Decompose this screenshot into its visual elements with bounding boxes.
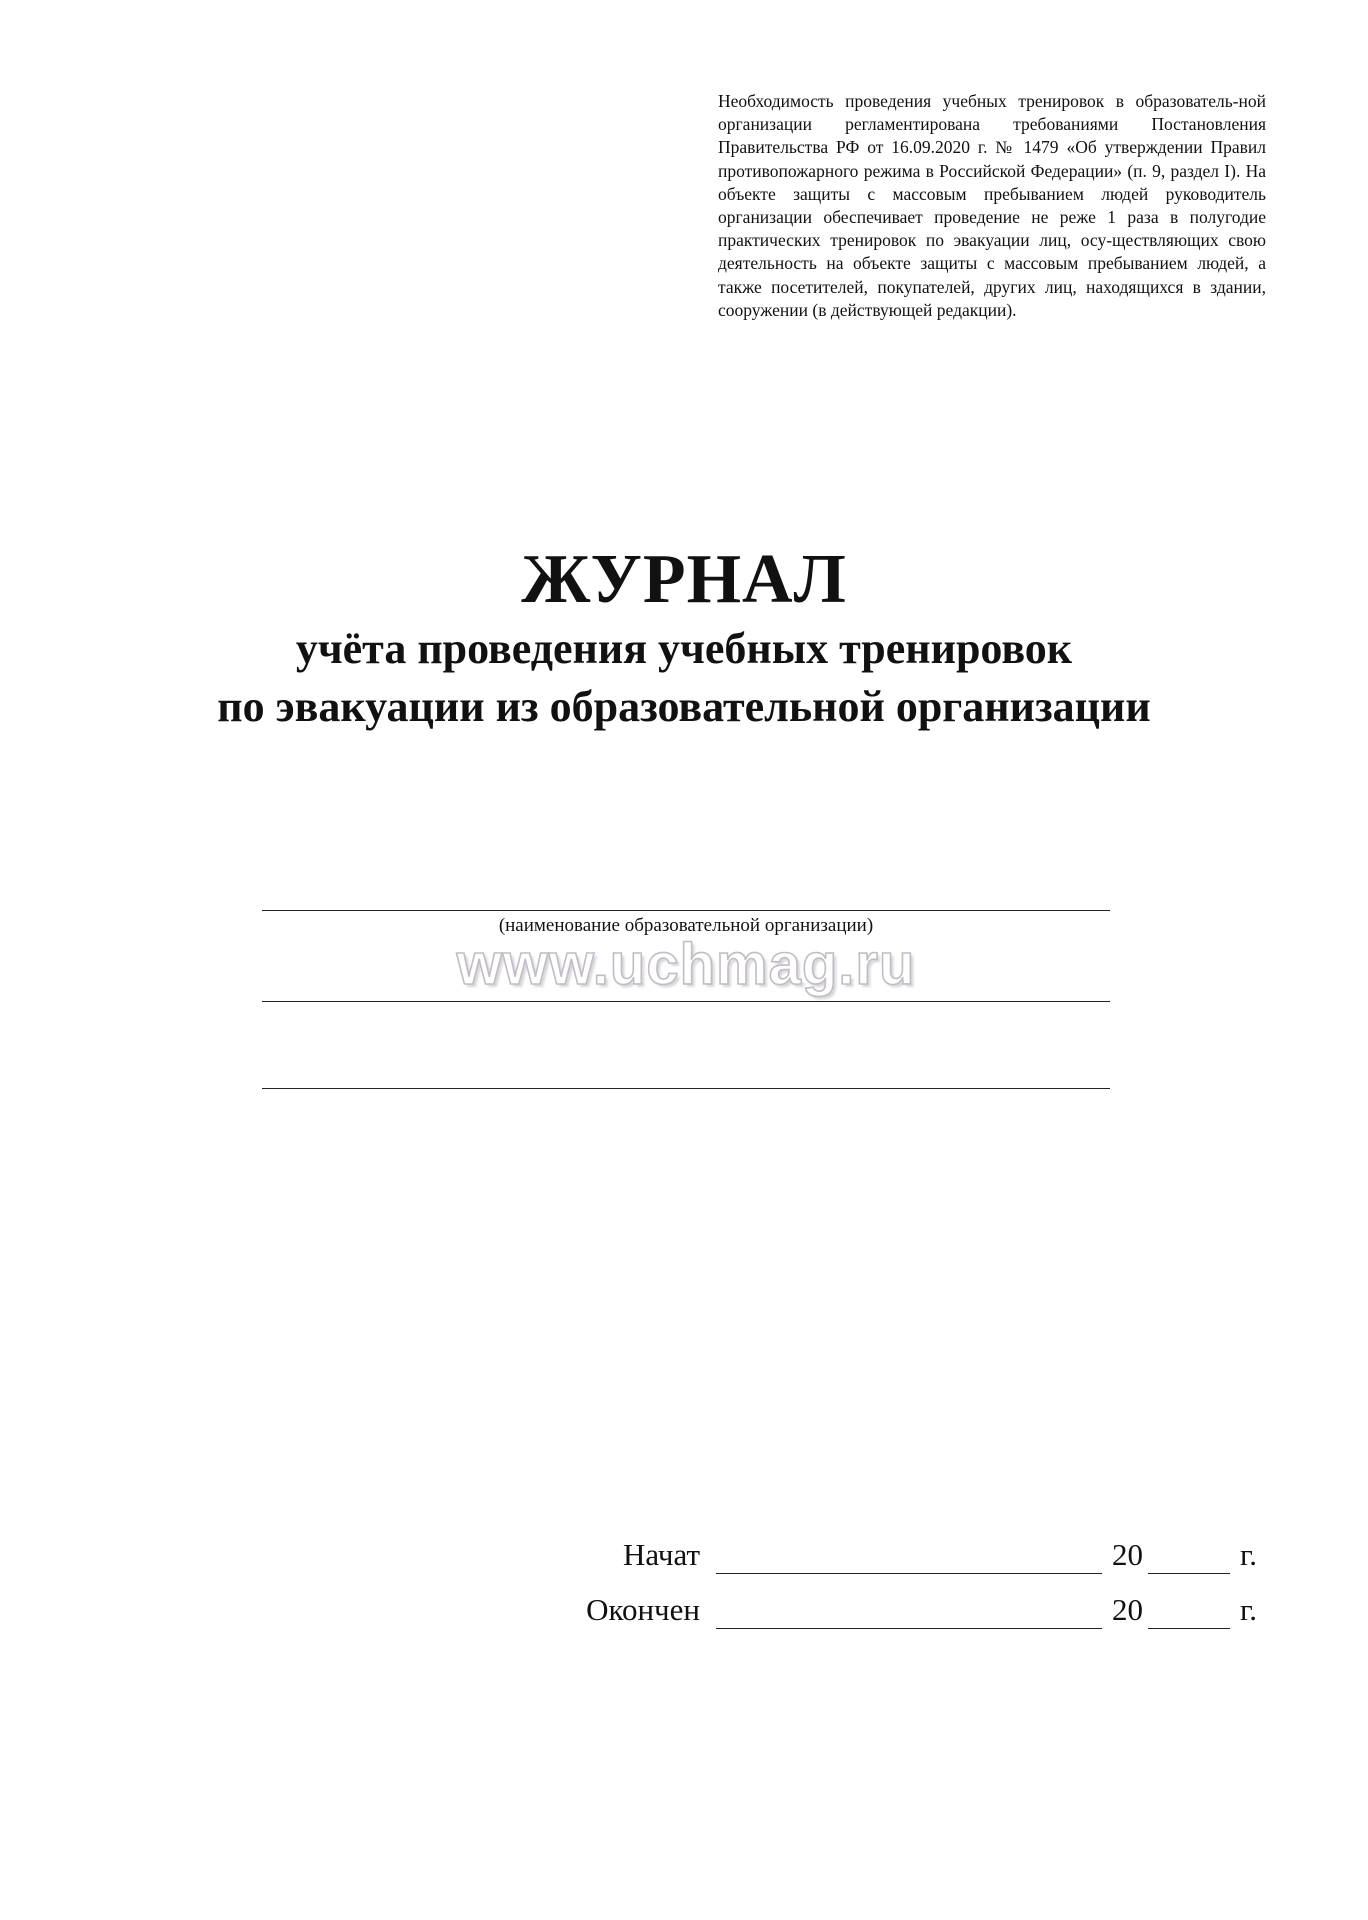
legal-requirement-note: Необходимость проведения учебных тренировок в образователь-ной организации регламентирована требованиями Постановления Правительства РФ от 16.09.2020 г. № 1479 «Об утверждении Правил противопожарного режима в Российской Федерации» (п. 9, раздел I). На объекте защиты с массовым пребыванием людей руководитель организации обеспечивает проведение не реже 1 раза в полугодие практических тренировок по эвакуации лиц, осу-ществляющих свою деятельность на объекте защиты с массовым пребыванием людей, а также посетителей, покупателей, других лиц, находящихся в здании, сооружении (в действующей редакции). (718, 91, 1266, 320)
end-label: Окончен (586, 1592, 700, 1627)
organization-name-line-2[interactable] (262, 1001, 1110, 1002)
organization-name-line-1[interactable] (262, 910, 1110, 911)
watermark-text: www.uchmag.ru (456, 932, 916, 997)
start-label: Начат (622, 1537, 700, 1572)
organization-name-caption: (наименование образовательной организации) (498, 915, 874, 936)
journal-subtitle-line-2: по эвакуации из образовательной организации (217, 682, 1151, 731)
title-block (0, 540, 1368, 736)
start-year-unit: г. (1240, 1537, 1257, 1572)
end-year-field[interactable] (1148, 1590, 1230, 1629)
start-year-field[interactable] (1148, 1535, 1230, 1574)
end-century: 20 (1112, 1592, 1143, 1627)
end-date-field[interactable] (716, 1590, 1102, 1629)
start-date-field[interactable] (716, 1535, 1102, 1574)
start-date-row (540, 1535, 1260, 1585)
start-century: 20 (1112, 1537, 1143, 1572)
organization-name-line-3[interactable] (262, 1088, 1110, 1089)
end-date-row (540, 1590, 1260, 1640)
end-year-unit: г. (1240, 1592, 1257, 1627)
journal-subtitle-line-1: учёта проведения учебных тренировок (295, 624, 1073, 673)
journal-title: ЖУРНАЛ (521, 541, 847, 618)
